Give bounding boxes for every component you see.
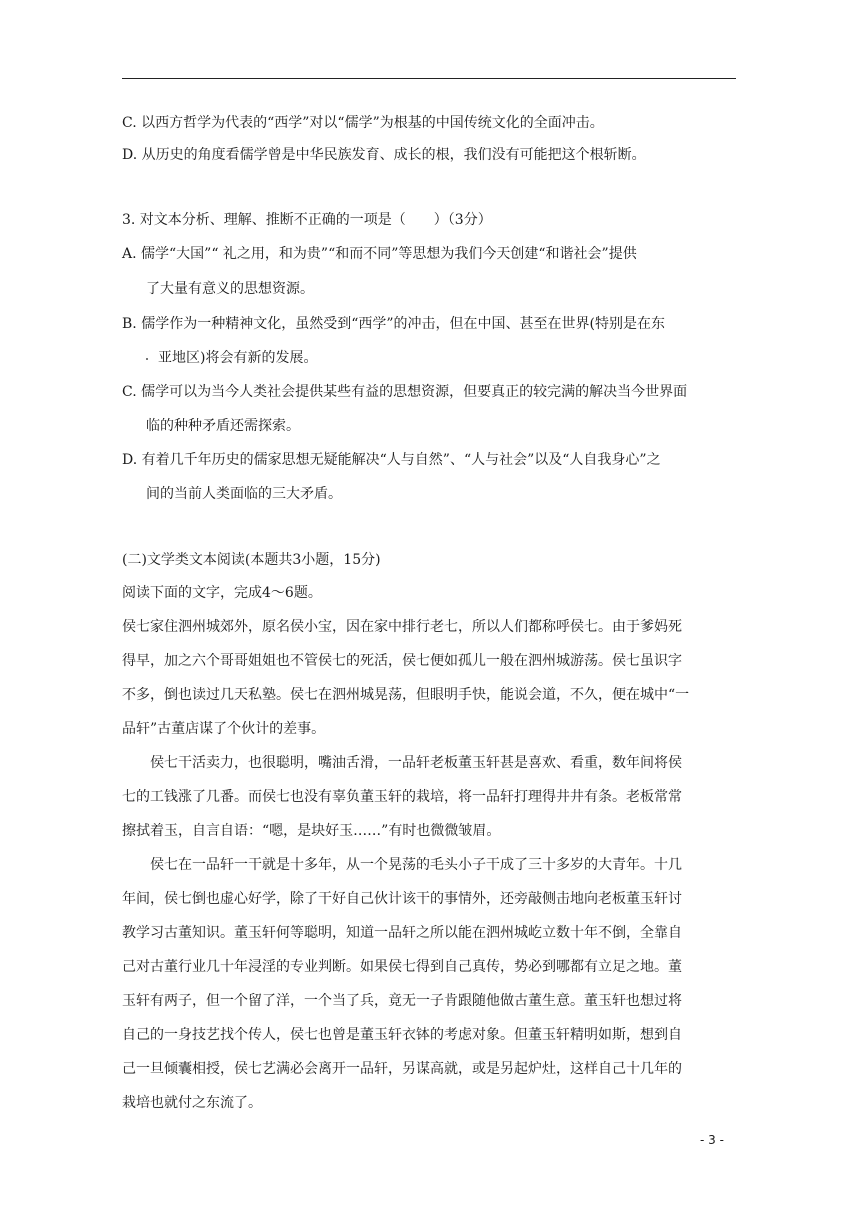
q3-option-b-line1: B. 儒学作为一种精神文化，虽然受到“西学”的冲击，但在中国、甚至在世界(特别是在东 xyxy=(122,316,665,332)
section-heading: (二)文学类文本阅读(本题共3小题，15分) xyxy=(122,552,381,568)
passage-p3-line1: 侯七在一品轩一干就是十多年，从一个晃荡的毛头小子干成了三十多岁的大青年。十几 xyxy=(150,857,682,873)
passage-p1-line2: 得早，加之六个哥哥姐姐也不管侯七的死活，侯七便如孤儿一般在泗州城游荡。侯七虽识字 xyxy=(122,653,682,669)
passage-p1-line1: 侯七家住泗州城郊外，原名侯小宝，因在家中排行老七，所以人们都称呼侯七。由于爹妈死 xyxy=(122,619,682,635)
q3-option-d-line1: D. 有着几千年历史的儒家思想无疑能解决“人与自然”、“人与社会”以及“人自我身心”之 xyxy=(122,452,661,468)
passage-p2-line1: 侯七干活卖力，也很聪明，嘴油舌滑，一品轩老板董玉轩甚是喜欢、看重，数年间将侯 xyxy=(150,755,682,771)
passage-p3-line2: 年间，侯七倒也虚心好学，除了干好自己伙计该干的事情外，还旁敲侧击地向老板董玉轩讨 xyxy=(122,891,682,907)
header-rule xyxy=(122,78,736,79)
q3-option-b-line2: 亚地区)将会有新的发展。 xyxy=(158,350,318,366)
question-3-heading: 3. 对文本分析、理解、推断不正确的一项是（ ）（3分） xyxy=(122,212,492,228)
passage-p2-line2: 七的工钱涨了几番。而侯七也没有辜负董玉轩的栽培，将一品轩打理得井井有条。老板常常 xyxy=(122,789,682,805)
passage-p3-line3: 教学习古董知识。董玉轩何等聪明，知道一品轩之所以能在泗州城屹立数十年不倒，全靠自 xyxy=(122,925,682,941)
passage-p1-line3: 不多，倒也读过几天私塾。侯七在泗州城晃荡，但眼明手快，能说会道，不久，便在城中“一 xyxy=(122,687,690,703)
q3-option-c-line1: C. 儒学可以为当今人类社会提供某些有益的思想资源，但要真正的较完满的解决当今世界面 xyxy=(122,384,688,400)
option-c-line: C. 以西方哲学为代表的“西学”对以“儒学”为根基的中国传统文化的全面冲击。 xyxy=(122,115,604,131)
q3-option-a-line1: A. 儒学“大国”“ 礼之用，和为贵”“和而不同”等思想为我们今天创建“和谐社会”提供 xyxy=(122,246,637,262)
passage-p3-line7: 己一旦倾囊相授，侯七艺满必会离开一品轩，另谋高就，或是另起炉灶，这样自己十几年的 xyxy=(122,1061,682,1077)
stray-mark xyxy=(146,358,148,360)
passage-p3-line8: 栽培也就付之东流了。 xyxy=(122,1095,262,1111)
q3-option-d-line2: 间的当前人类面临的三大矛盾。 xyxy=(146,486,342,502)
passage-p3-line4: 己对古董行业几十年浸淫的专业判断。如果侯七得到自己真传，势必到哪都有立足之地。董 xyxy=(122,959,682,975)
passage-p3-line6: 自己的一身技艺找个传人，侯七也曾是董玉轩衣钵的考虑对象。但董玉轩精明如斯，想到自 xyxy=(122,1027,682,1043)
reading-instruction: 阅读下面的文字，完成4～6题。 xyxy=(122,585,322,601)
passage-p3-line5: 玉轩有两子，但一个留了洋，一个当了兵，竟无一子肯跟随他做古董生意。董玉轩也想过将 xyxy=(122,993,682,1009)
passage-p1-line4: 品轩”古董店谋了个伙计的差事。 xyxy=(122,721,326,737)
passage-p2-line3: 擦拭着玉，自言自语：“嗯，是块好玉……”有时也微微皱眉。 xyxy=(122,823,501,839)
q3-option-c-line2: 临的种种矛盾还需探索。 xyxy=(146,418,300,434)
option-d-line: D. 从历史的角度看儒学曾是中华民族发育、成长的根，我们没有可能把这个根斩断。 xyxy=(122,147,646,163)
q3-option-a-line2: 了大量有意义的思想资源。 xyxy=(146,281,314,297)
page-number: - 3 - xyxy=(700,1133,724,1147)
